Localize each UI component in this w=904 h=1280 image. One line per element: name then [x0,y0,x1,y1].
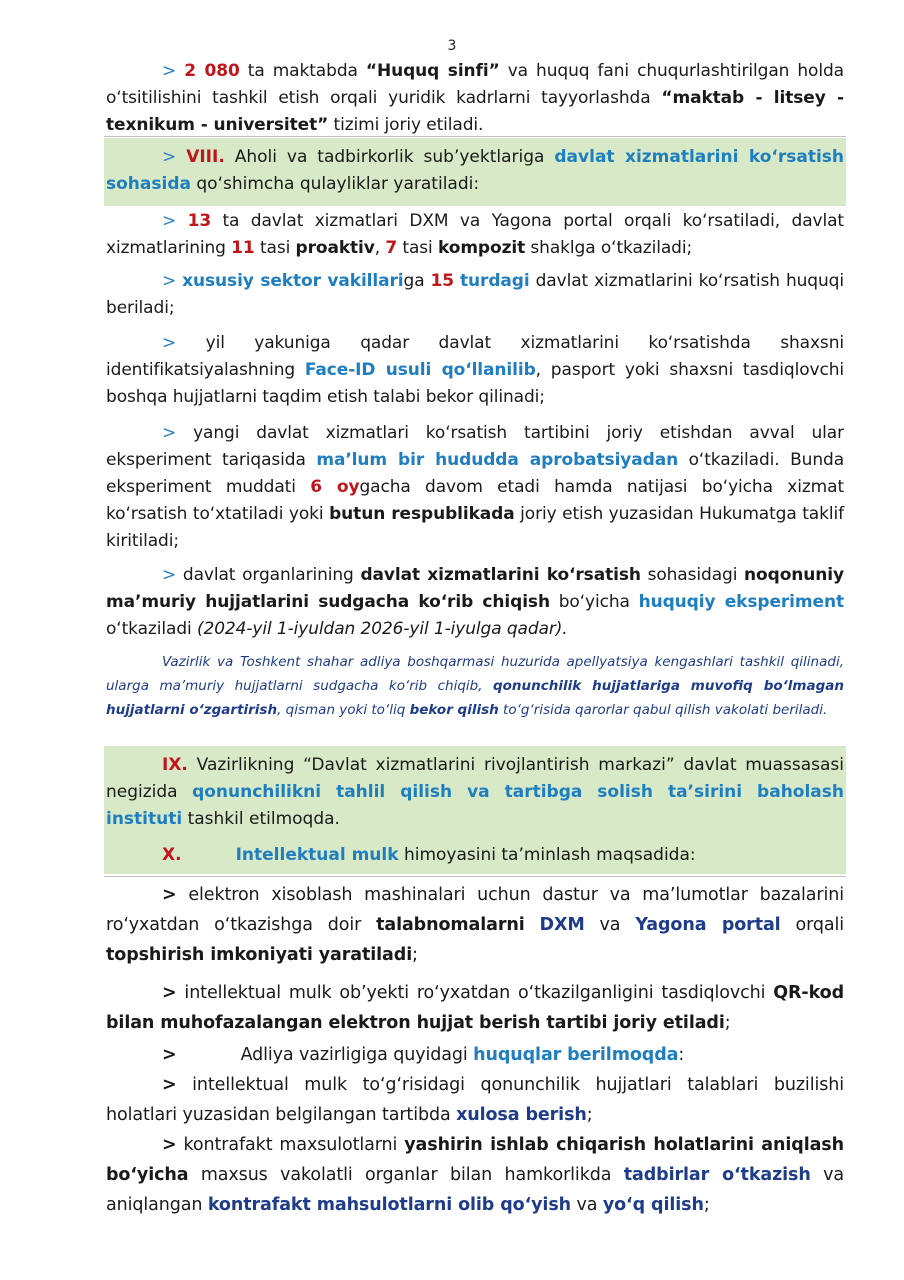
paragraph-huquqiy-eksperiment [106,562,844,643]
text: ga [403,271,431,291]
paragraph-huquq-sinfi [106,58,844,139]
bullet-arrow: > [162,423,177,443]
section-viii-heading [104,144,844,198]
text: joriy etish yuzasidan Hukumatga taklif kiritiladi; [106,504,844,551]
text: maxsus vakolatli organlar bilan hamkorlikda [188,1165,624,1185]
bold-text: topshirish imkoniyati yaratiladi [106,945,413,965]
text: orqali [780,915,845,935]
paragraph-xususiy-sektor [106,268,844,322]
navy-highlight: kontrafakt mahsulotlarni olib qo‘yish [207,1195,572,1215]
bold-text: “maktab - litsey - texnikum - universitet” [106,88,844,135]
section-number: X. [162,845,182,865]
section-ix-heading [104,752,844,833]
text: Aholi va tadbirkorlik sub’yektlariga [224,147,555,167]
bullet-arrow: > [162,1135,177,1155]
paragraph-talabnomalar [106,880,844,970]
italic-text: (2024-yil 1-iyuldan 2026-yil 1-iyulga qadar). [196,619,568,639]
number-highlight: 13 [187,211,212,231]
highlight-text: ma’lum bir hududda aprobatsiyadan [316,450,679,470]
bold-text: davlat xizmatlarini ko‘rsatish [360,565,641,585]
text: tashkil etilmoqda. [182,809,340,829]
text: o‘tkaziladi. Bunda eksperiment muddati [106,450,845,497]
note-bold-text: qonunchilik hujjatlariga muvofiq bo‘lmagan hujjatlarni o‘zgartirish [106,678,844,718]
text: kontrafakt maxsulotlarni [176,1135,405,1155]
bullet-arrow: > [162,271,177,291]
highlight-text: xususiy sektor vakillari [182,271,404,291]
number-highlight: 2 080 [184,61,240,81]
text: sohasidagi [640,565,745,585]
note-bold-text: bekor qilish [409,702,499,718]
paragraph-face-id [106,330,844,411]
bold-text: yashirin ishlab chiqarish holatlarini aniqlash bo‘yicha [106,1135,844,1185]
text: shaklga o‘tkaziladi; [525,238,693,258]
text: intellektual mulk ob’yekti ro‘yxatdan o‘tkazilganligini tasdiqlovchi [176,983,774,1003]
paragraph-eksperiment [106,420,844,555]
paragraph-huquqlar [106,1040,844,1070]
bold-text: talabnomalarni [376,915,525,935]
number-highlight: 6 oy [310,477,360,497]
text: elektron xisoblash mashinalari uchun dastur va ma’lumotlar bazalarini ro‘yxatdan o‘tkazishga doir [106,885,844,935]
text: davlat organlarining [182,565,361,585]
text: tasi [397,238,438,258]
page-number: 3 [447,38,457,54]
bold-text: noqonuniy ma’muriy hujjatlarini sudgacha ko‘rib chiqish [106,565,844,612]
navy-highlight: xulosa berish [456,1105,587,1125]
note-text: , qisman yoki to‘liq [277,702,410,718]
bold-text: QR-kod bilan muhofazalangan elektron hujjat berish tartibi joriy etiladi [106,983,844,1033]
bullet-arrow: > [162,211,177,231]
highlight-text: Face-ID usuli qo‘llanilib [304,360,536,380]
highlight-text: Intellektual mulk [235,845,399,865]
text: himoyasini ta’minlash maqsadida: [398,845,696,865]
section-viii-band [104,138,846,206]
bold-text: kompozit [437,238,526,258]
bullet-arrow: > [162,147,177,167]
navy-highlight: Yagona portal [635,915,781,935]
text: ; [724,1013,731,1033]
bullet-arrow: > [162,565,177,585]
bullet-arrow: > [162,61,177,81]
navy-highlight: DXM [539,915,585,935]
note-text: Vazirlik va Toshkent shahar adliya boshqarmasi huzurida apellyatsiya kengashlari tashkil qilinadi, ularga ma’muriy hujjatlarni sudgacha ko‘rib chiqib, [106,654,844,694]
text [525,915,540,935]
paragraph-kontrafakt [106,1130,844,1220]
bullet-arrow: > [162,333,177,353]
text: tizimi joriy etiladi. [328,115,484,135]
bullet-arrow: > [162,1045,177,1065]
text: va [584,915,636,935]
text: Vazirlikning “Davlat xizmatlarini rivojlantirish markazi” davlat muassasasi negizida [106,755,844,802]
text: qo‘shimcha qulayliklar yaratiladi: [190,174,480,194]
text: yangi davlat xizmatlari ko‘rsatish tartibini joriy etishdan avval ular eksperiment tariqasida [106,423,844,470]
text: va huquq fani chuqurlashtirilgan holda o‘tsitilishini tashkil etish orqali yuridik kadrlarni tayyorlashda [106,61,844,108]
italic-note [106,650,844,722]
number-highlight: 7 [385,238,398,258]
text: ; [412,945,418,965]
text: intellektual mulk to‘g‘risidagi qonunchilik hujjatlari talablari buzilishi holatlari yuzasidan belgilangan tartibda [106,1075,844,1125]
section-number: VIII. [186,147,225,167]
divider [104,136,846,137]
text: ta davlat xizmatlari DXM va Yagona portal orqali ko‘rsatiladi, davlat xizmatlarining [106,211,844,258]
bold-text: butun respublikada [329,504,515,524]
bold-text: proaktiv [295,238,375,258]
navy-highlight: yo‘q qilish [602,1195,704,1215]
section-number: IX. [162,755,188,775]
highlight-text: turdagi [460,271,530,291]
text: , pasport yoki shaxsni tasdiqlovchi boshqa hujjatlarni taqdim etish talabi bekor qilinadi; [106,360,844,407]
highlight-text: huquqiy eksperiment [638,592,844,612]
text: o‘tkaziladi [106,619,197,639]
note-text: to‘g‘risida qarorlar qabul qilish vakolati beriladi. [498,702,828,718]
bullet-arrow: > [162,885,177,905]
paragraph-xulosa [106,1070,844,1130]
text: davlat xizmatlarini ko‘rsatish huquqi beriladi; [106,271,844,318]
text: ta maktabda [239,61,366,81]
text: Adliya vazirligiga quyidagi [240,1045,474,1065]
highlight-text: davlat xizmatlarini ko‘rsatish sohasida [106,147,845,194]
section-x-heading [104,842,844,869]
text: tasi [254,238,296,258]
text: ; [703,1195,710,1215]
highlight-text: huquqlar berilmoqda [473,1045,679,1065]
bold-text: “Huquq sinfi” [365,61,500,81]
navy-highlight: tadbirlar o‘tkazish [623,1165,811,1185]
text: va aniqlangan [106,1165,845,1215]
text: gacha davom etadi hamda natijasi bo‘yicha xizmat ko‘rsatish to‘xtatiladi yoki [106,477,845,524]
paragraph-13-xizmatlar [106,208,844,262]
bullet-arrow: > [162,1075,177,1095]
text: bo‘yicha [549,592,639,612]
number-highlight: 11 [231,238,255,258]
section-ix-x-band [104,746,846,874]
text: va [571,1195,603,1215]
text: yil yakuniga qadar davlat xizmatlarini ko‘rsatishda shaxsni identifikatsiyalashning [106,333,844,380]
text: ; [586,1105,593,1125]
text: : [678,1045,685,1065]
paragraph-qr-kod [106,978,844,1038]
bullet-arrow: > [162,983,177,1003]
highlight-text: qonunchilikni tahlil qilish va tartibga solish ta’sirini baholash instituti [106,782,844,829]
divider [104,876,846,877]
text: , [374,238,386,258]
number-highlight: 15 [430,271,455,291]
